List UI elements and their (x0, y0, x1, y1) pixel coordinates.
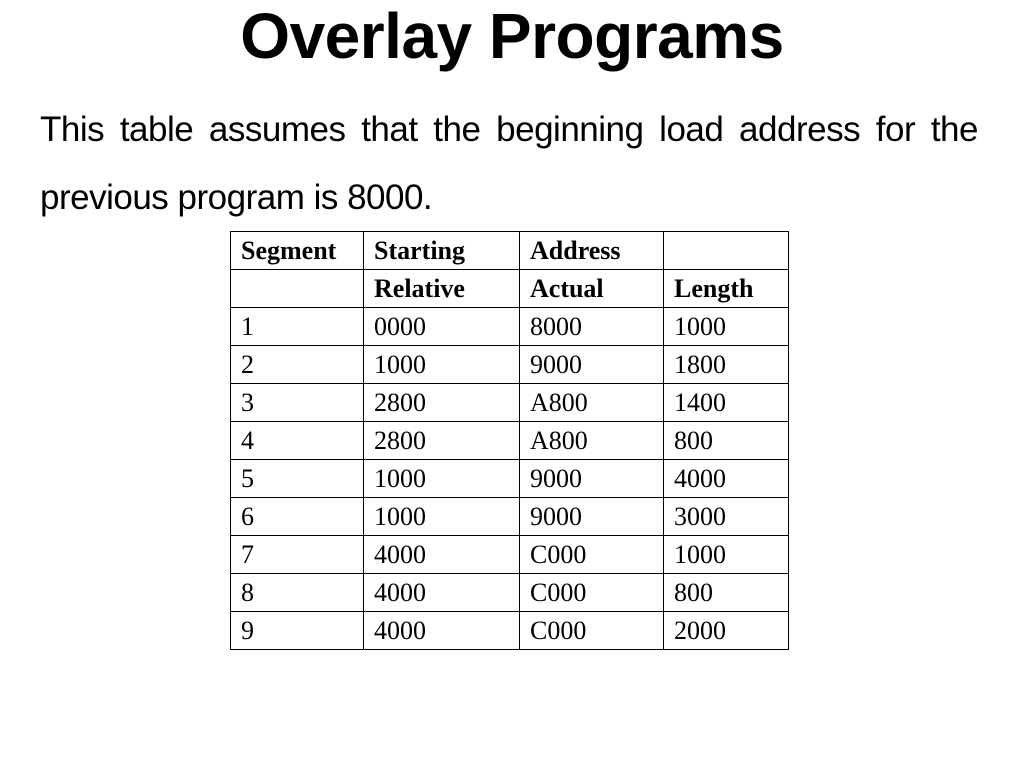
segment-cell: 4 (231, 422, 364, 460)
relative-address-cell: 2800 (364, 422, 520, 460)
header-cell: Segment (231, 232, 364, 270)
actual-address-cell: A800 (520, 384, 664, 422)
segment-cell: 3 (231, 384, 364, 422)
header-cell (664, 232, 789, 270)
segment-cell: 8 (231, 574, 364, 612)
actual-address-cell: A800 (520, 422, 664, 460)
length-cell: 1000 (664, 536, 789, 574)
table-row (231, 536, 789, 574)
length-cell: 800 (664, 422, 789, 460)
actual-address-cell: 9000 (520, 346, 664, 384)
segment-cell: 2 (231, 346, 364, 384)
length-cell: 1800 (664, 346, 789, 384)
table-row (231, 460, 789, 498)
table-row (231, 346, 789, 384)
segment-cell: 6 (231, 498, 364, 536)
intro-paragraph: This table assumes that the beginning load address for the previous program is 8000. (40, 110, 978, 217)
header-cell (231, 270, 364, 308)
relative-address-cell: 1000 (364, 346, 520, 384)
header-cell: Actual (520, 270, 664, 308)
header-cell: Starting (364, 232, 520, 270)
relative-address-cell: 1000 (364, 498, 520, 536)
relative-address-cell: 1000 (364, 460, 520, 498)
table-row (231, 574, 789, 612)
relative-address-cell: 4000 (364, 574, 520, 612)
overlay-segment-table (230, 231, 789, 650)
relative-address-cell: 0000 (364, 308, 520, 346)
header-cell: Relative (364, 270, 520, 308)
table-header-row (231, 232, 789, 270)
actual-address-cell: C000 (520, 612, 664, 650)
length-cell: 800 (664, 574, 789, 612)
slide-title: Overlay Programs (240, 0, 784, 72)
length-cell: 1000 (664, 308, 789, 346)
table-row (231, 498, 789, 536)
relative-address-cell: 2800 (364, 384, 520, 422)
actual-address-cell: C000 (520, 574, 664, 612)
table-header-row (231, 270, 789, 308)
segment-cell: 7 (231, 536, 364, 574)
segment-cell: 5 (231, 460, 364, 498)
length-cell: 3000 (664, 498, 789, 536)
segment-cell: 9 (231, 612, 364, 650)
length-cell: 1400 (664, 384, 789, 422)
table-row (231, 308, 789, 346)
actual-address-cell: 8000 (520, 308, 664, 346)
actual-address-cell: 9000 (520, 460, 664, 498)
table-row (231, 612, 789, 650)
actual-address-cell: 9000 (520, 498, 664, 536)
table-row (231, 384, 789, 422)
header-cell: Length (664, 270, 789, 308)
table-row (231, 422, 789, 460)
segment-cell: 1 (231, 308, 364, 346)
length-cell: 4000 (664, 460, 789, 498)
relative-address-cell: 4000 (364, 536, 520, 574)
relative-address-cell: 4000 (364, 612, 520, 650)
actual-address-cell: C000 (520, 536, 664, 574)
length-cell: 2000 (664, 612, 789, 650)
header-cell: Address (520, 232, 664, 270)
